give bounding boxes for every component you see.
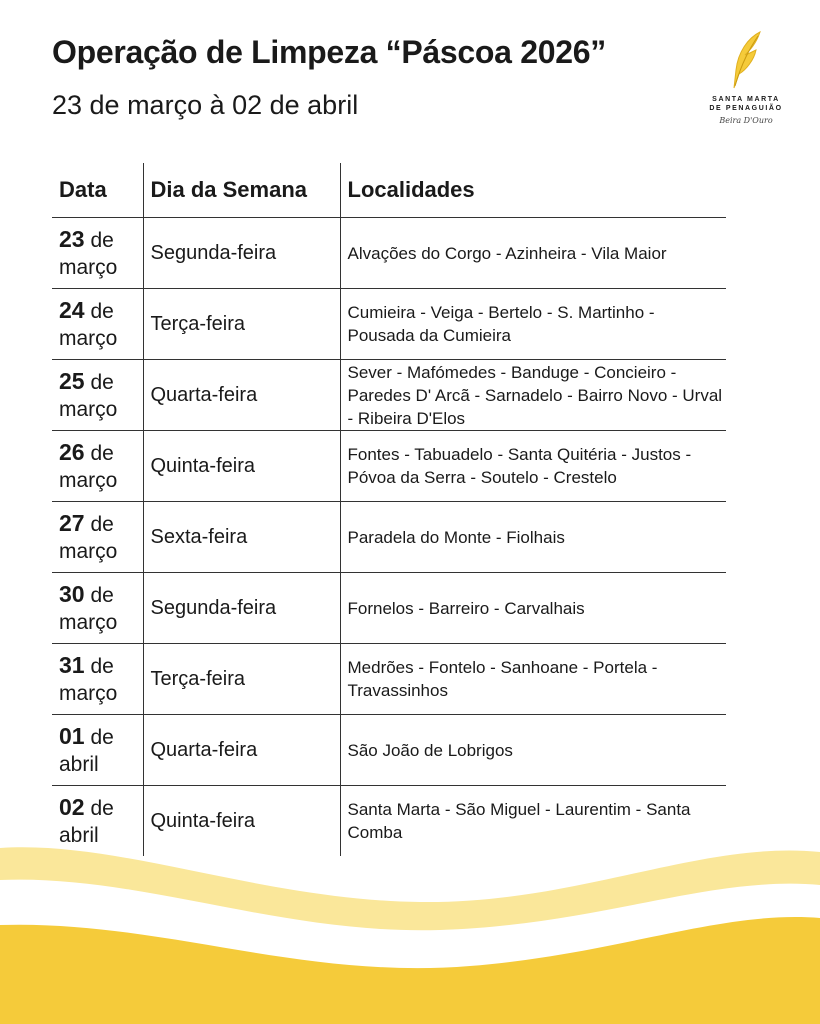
date-month: de março [59, 441, 118, 492]
decorative-waves [0, 830, 820, 1024]
localities-cell: Cumieira - Veiga - Bertelo - S. Martinho - Pousada da Cumieira [340, 289, 726, 360]
date-cell [52, 360, 143, 431]
table-row [52, 573, 726, 644]
localities-cell: Medrões - Fontelo - Sanhoane - Portela - Travassinhos [340, 644, 726, 715]
localities-cell: Sever - Mafómedes - Banduge - Concieiro - Paredes D' Arcã - Sarnadelo - Bairro Novo - Urval - Ribeira D'Elos [340, 360, 726, 431]
page-title: Operação de Limpeza “Páscoa 2026” [52, 34, 606, 70]
table-row [52, 502, 726, 573]
date-cell [52, 715, 143, 786]
table-row [52, 431, 726, 502]
weekday-cell: Segunda-feira [143, 218, 340, 289]
column-header-localities: Localidades [340, 163, 726, 218]
localities-cell: São João de Lobrigos [340, 715, 726, 786]
cleaning-schedule-table [52, 163, 726, 856]
table-header-row [52, 163, 726, 218]
weekday-cell: Segunda-feira [143, 573, 340, 644]
date-day-number: 23 [59, 225, 85, 252]
date-day-number: 24 [59, 296, 85, 323]
localities-cell: Fontes - Tabuadelo - Santa Quitéria - Justos - Póvoa da Serra - Soutelo - Crestelo [340, 431, 726, 502]
localities-cell: Alvações do Corgo - Azinheira - Vila Maior [340, 218, 726, 289]
date-cell [52, 644, 143, 715]
weekday-cell: Quinta-feira [143, 431, 340, 502]
localities-cell: Fornelos - Barreiro - Carvalhais [340, 573, 726, 644]
municipality-logo [696, 30, 796, 130]
date-cell [52, 502, 143, 573]
logo-text-line2: DE PENAGUIÃO [709, 105, 783, 112]
date-month: de março [59, 228, 118, 279]
date-month: de março [59, 512, 118, 563]
localities-cell: Paradela do Monte - Fiolhais [340, 502, 726, 573]
date-day-number: 31 [59, 651, 85, 678]
logo-text-line1: SANTA MARTA [712, 96, 780, 103]
date-month: de março [59, 370, 118, 421]
date-day-number: 27 [59, 509, 85, 536]
column-header-date: Data [52, 163, 143, 218]
logo-signature: Beira D'Ouro [719, 116, 773, 125]
date-day-number: 25 [59, 367, 85, 394]
weekday-cell: Sexta-feira [143, 502, 340, 573]
weekday-cell: Quarta-feira [143, 715, 340, 786]
weekday-cell: Terça-feira [143, 289, 340, 360]
quill-icon [730, 30, 764, 92]
table-row [52, 644, 726, 715]
table-row [52, 218, 726, 289]
date-month: de março [59, 299, 118, 350]
localities-cell: Santa Marta - São Miguel - Laurentim - Santa Comba [340, 786, 726, 857]
table-row [52, 715, 726, 786]
date-month: de março [59, 654, 118, 705]
weekday-cell: Quinta-feira [143, 786, 340, 857]
date-cell [52, 218, 143, 289]
table-row [52, 360, 726, 431]
date-cell [52, 289, 143, 360]
table-row [52, 289, 726, 360]
date-day-number: 02 [59, 793, 85, 820]
date-day-number: 30 [59, 580, 85, 607]
weekday-cell: Quarta-feira [143, 360, 340, 431]
date-cell [52, 573, 143, 644]
date-day-number: 01 [59, 722, 85, 749]
date-range-subtitle: 23 de março à 02 de abril [52, 90, 359, 120]
date-month: de abril [59, 796, 114, 847]
date-day-number: 26 [59, 438, 85, 465]
date-month: de abril [59, 725, 114, 776]
date-cell [52, 431, 143, 502]
date-month: de março [59, 583, 118, 634]
column-header-weekday: Dia da Semana [143, 163, 340, 218]
weekday-cell: Terça-feira [143, 644, 340, 715]
